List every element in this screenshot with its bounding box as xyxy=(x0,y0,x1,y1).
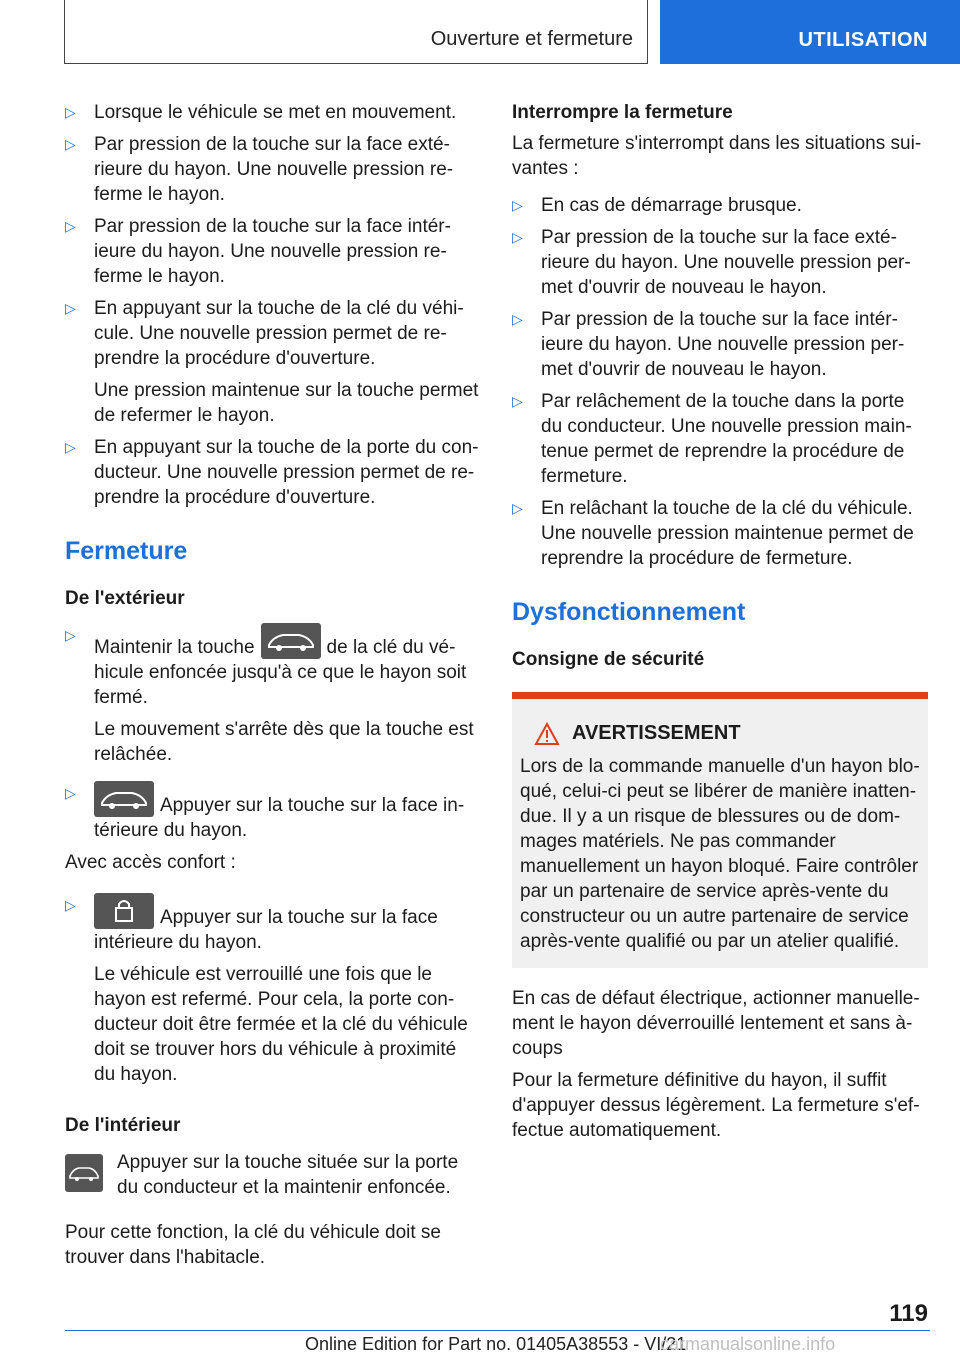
section-title: Ouverture et fermeture xyxy=(430,28,633,50)
section-tab xyxy=(64,0,648,64)
list-item: ▷ Lorsque le véhicule se met en mouvement. xyxy=(65,102,457,123)
list-item: ▷ Par pression de la touche sur la face intérieure du hayon. Une nouvelle pression referme le hayon. xyxy=(65,216,451,287)
heading-exterieur: De l'extérieur xyxy=(65,588,185,609)
list-item: ▷ En relâchant la touche de la clé du véhicule. Une nouvelle pression maintenue permet de reprendre la procédure de fermeture. xyxy=(512,498,914,569)
heading-fermeture: Fermeture xyxy=(65,537,188,565)
right-column xyxy=(512,100,928,1150)
list-item-continuation: Une pression maintenue sur la touche permet de refermer le hayon. xyxy=(94,380,479,426)
heading-interrompre: Interrompre la fermeture xyxy=(512,102,733,123)
triangle-right-icon: ▷ xyxy=(512,311,523,327)
left-column xyxy=(65,100,479,1277)
triangle-right-icon: ▷ xyxy=(65,136,76,152)
list-item-continuation: Le mouvement s'arrête dès que la touche est relâchée. xyxy=(94,719,474,765)
triangle-right-icon: ▷ xyxy=(65,439,76,455)
car-tailgate-icon xyxy=(261,623,321,659)
list-item: ▷ Par pression de la touche sur la face extérieure du hayon. Une nouvelle pression referme le hayon. xyxy=(65,134,454,205)
list-item: ▷ Par pression de la touche sur la face extérieure du hayon. Une nouvelle pression permet d'ouvrir de nouveau le hayon. xyxy=(512,227,911,298)
car-tailgate-icon xyxy=(94,781,154,817)
footer-divider xyxy=(65,1330,930,1331)
warning-text: Lors de la commande manuelle d'un hayon bloqué, celui-ci peut se libérer de manière inattendue. Il y a un risque de blessures ou de dommages matériels. Ne pas commander manuellement un hayon bloqué. Faire contrôler par un partenaire de service après-vente du constructeur ou un autre partenaire de service après-vente qualifié ou par un atelier qualifié. xyxy=(520,756,920,952)
warning-triangle-icon xyxy=(534,722,560,746)
list-item: ▷ En cas de démarrage brusque. xyxy=(512,195,802,216)
heading-dysfonctionnement: Dysfonctionnement xyxy=(512,598,746,626)
edition-text: Online Edition for Part no. 01405A38553 - VI/21 xyxy=(305,1334,687,1354)
confort-label: Avec accès confort : xyxy=(65,852,236,873)
triangle-right-icon: ▷ xyxy=(65,104,76,120)
paragraph: En cas de défaut électrique, actionner manuellement le hayon déverrouillé lentement et sans à-coups xyxy=(512,988,920,1059)
interior-button-row: Appuyer sur la touche située sur la porte du conducteur et la maintenir enfoncée. xyxy=(65,1150,479,1200)
triangle-right-icon: ▷ xyxy=(512,229,523,245)
paragraph: Pour la fermeture définitive du hayon, il suffit d'appuyer dessus légèrement. La fermeture s'effectue automatiquement. xyxy=(512,1070,920,1141)
page-header xyxy=(64,0,960,64)
triangle-right-icon: ▷ xyxy=(65,785,76,801)
triangle-right-icon: ▷ xyxy=(512,500,523,516)
triangle-right-icon: ▷ xyxy=(65,300,76,316)
warning-box xyxy=(512,692,928,968)
warning-title: AVERTISSEMENT xyxy=(534,721,920,746)
triangle-right-icon: ▷ xyxy=(512,197,523,213)
watermark: carmanualsonline.info xyxy=(660,1334,836,1354)
chapter-tab xyxy=(660,0,960,64)
list-item: ▷ Par relâchement de la touche dans la porte du conducteur. Une nouvelle pression maintenue permet de reprendre la procédure de fermeture. xyxy=(512,391,912,487)
triangle-right-icon: ▷ xyxy=(65,218,76,234)
list-item: ▷ En appuyant sur la touche de la clé du véhicule. Une nouvelle pression permet de reprendre la procédure d'ouverture. xyxy=(65,298,464,369)
list-item: ▷ En appuyant sur la touche de la porte du conducteur. Une nouvelle pression permet de reprendre la procédure d'ouverture. xyxy=(65,437,479,508)
heading-consigne: Consigne de sécurité xyxy=(512,649,705,670)
chapter-title: UTILISATION xyxy=(798,29,928,51)
triangle-right-icon: ▷ xyxy=(512,393,523,409)
lock-icon xyxy=(94,893,154,929)
triangle-right-icon: ▷ xyxy=(65,627,76,643)
triangle-right-icon: ▷ xyxy=(65,897,76,913)
list-item-continuation: Le véhicule est verrouillé une fois que le hayon est refermé. Pour cela, la porte conducteur doit être fermée et la clé du véhicule doit se trouver hors du véhicule à proximité du hayon. xyxy=(94,964,468,1085)
heading-interieur: De l'intérieur xyxy=(65,1115,181,1136)
list-item: ▷ Appuyer sur la touche sur la face intérieure du hayon. xyxy=(65,893,479,955)
list-item: ▷ Appuyer sur la touche sur la face intérieure du hayon. xyxy=(65,781,479,843)
list-item: ▷ Par pression de la touche sur la face intérieure du hayon. Une nouvelle pression permet d'ouvrir de nouveau le hayon. xyxy=(512,309,905,380)
list-item: ▷ Maintenir la touche de la clé du véhicule enfoncée jusqu'à ce que le hayon soit fermé. xyxy=(65,623,479,710)
paragraph: Pour cette fonction, la clé du véhicule doit se trouver dans l'habitacle. xyxy=(65,1222,442,1268)
car-tailgate-icon xyxy=(65,1154,103,1192)
paragraph: La fermeture s'interrompt dans les situations suivantes : xyxy=(512,133,922,179)
page-number: 119 xyxy=(889,1300,928,1327)
